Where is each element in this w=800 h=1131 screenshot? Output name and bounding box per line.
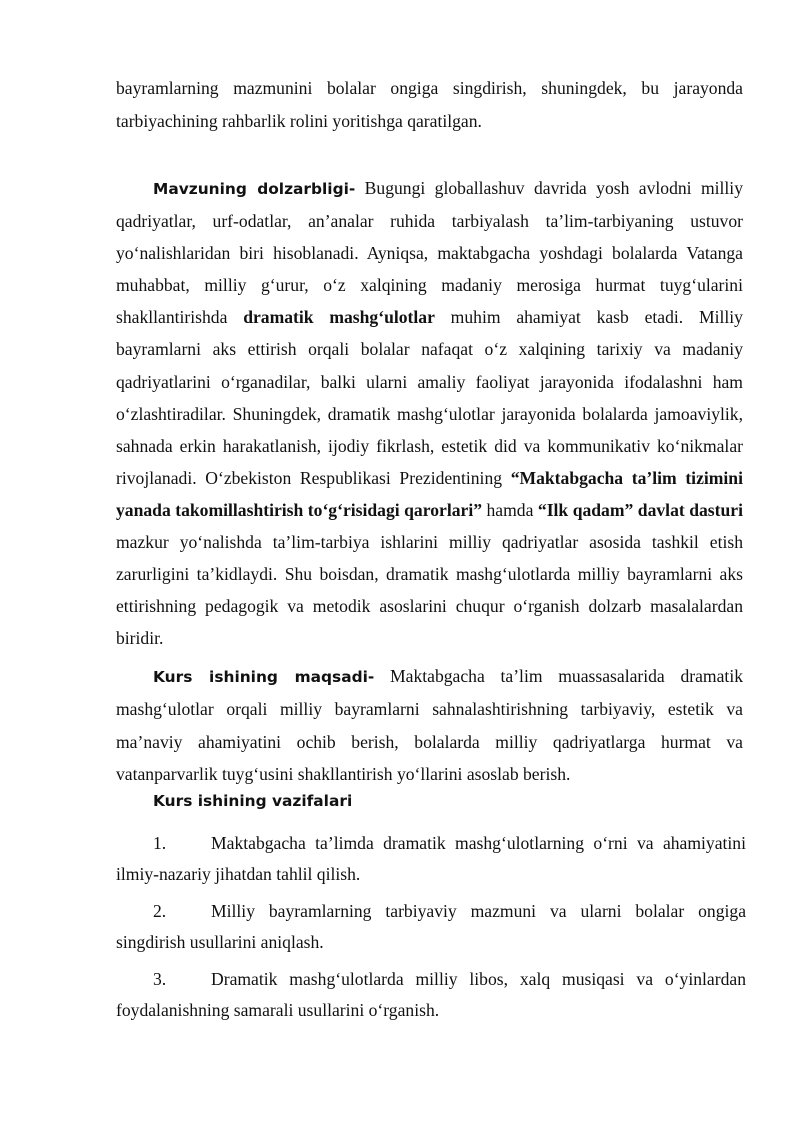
- goal-heading: Kurs ishining maqsadi-: [153, 668, 375, 686]
- relevance-heading: Mavzuning dolzarbligi-: [153, 180, 356, 198]
- list-item: [116, 828, 746, 890]
- goal-paragraph: [116, 660, 743, 791]
- relevance-paragraph: [116, 172, 743, 654]
- relevance-bold-2: “Maktabgacha ta’lim tizimini yanada takomillashtirish to‘g‘risidagi qarorlari”: [116, 467, 743, 520]
- relevance-text-1: Bugungi globallashuv davrida yosh avlodni milliy qadriyatlar, urf-odatlar, an’analar ruhida tarbiyalash ta’lim-tarbiyaning ustuvor yo‘nalishlaridan biri hisoblanadi. Ayniqsa, maktabgacha yoshdagi bolalarda Vatanga muhabbat, milliy g‘urur, o‘z xalqining madaniy merosiga hurmat tuyg‘ularini shakllantirishda: [116, 178, 743, 328]
- relevance-bold-3: “Ilk qadam” davlat dasturi: [537, 499, 743, 520]
- list-item-number: 2.: [153, 901, 167, 921]
- intro-paragraph: bayramlarning mazmunini bolalar ongiga singdirish, shuningdek, bu jarayonda tarbiyachining rahbarlik rolini yoritishga qaratilgan.: [116, 78, 743, 131]
- relevance-text-3: hamda: [482, 499, 538, 520]
- relevance-text-2: muhim ahamiyat kasb etadi. Milliy bayramlarni aks ettirish orqali bolalar nafaqat o‘z xalqining tarixiy va madaniy qadriyatlarini o‘rganadilar, balki ularni amaliy faoliyat jarayonida ifodalashni ham o‘zlashtiradilar. Shuningdek, dramatik mashg‘ulotlar jarayonida bolalarda jamoaviylik, sahnada erkin harakatlanish, ijodiy fikrlash, estetik did va kommunikativ ko‘nikmalar rivojlanadi. O‘zbekiston Respublikasi Prezidentining: [116, 307, 743, 488]
- goal-text: Maktabgacha ta’lim muassasalarida dramatik mashg‘ulotlar orqali milliy bayramlarni sahnalashtirishning tarbiyaviy, estetik va ma’naviy ahamiyatini ochib berish, bolalarda milliy qadriyatlarga hurmat va vatanparvarlik tuyg‘usini shakllantirish yo‘llarini asoslab berish.: [116, 666, 743, 785]
- list-item-number: 3.: [153, 969, 167, 989]
- list-item-text: Milliy bayramlarning tarbiyaviy mazmuni va ularni bolalar ongiga singdirish usullarini aniqlash.: [116, 901, 746, 952]
- tasks-heading: Kurs ishining vazifalari: [153, 792, 353, 810]
- list-item: [116, 896, 746, 958]
- relevance-text-4: mazkur yo‘nalishda ta’lim-tarbiya ishlarini milliy qadriyatlar asosida tashkil etish zarurligini ta’kidlaydi. Shu boisdan, dramatik mashg‘ulotlarda milliy bayramlarni aks ettirishning pedagogik va metodik asoslarini chuqur o‘rganish dolzarb masalalardan biridir.: [116, 532, 743, 649]
- list-item: [116, 964, 746, 1026]
- list-item-text: Maktabgacha ta’limda dramatik mashg‘ulotlarning o‘rni va ahamiyatini ilmiy-nazariy jihatdan tahlil qilish.: [116, 833, 746, 884]
- list-item-text: Dramatik mashg‘ulotlarda milliy libos, xalq musiqasi va o‘yinlardan foydalanishning samarali usullarini o‘rganish.: [116, 969, 746, 1020]
- list-item-number: 1.: [153, 833, 167, 853]
- relevance-bold-1: dramatik mashg‘ulotlar: [243, 307, 435, 328]
